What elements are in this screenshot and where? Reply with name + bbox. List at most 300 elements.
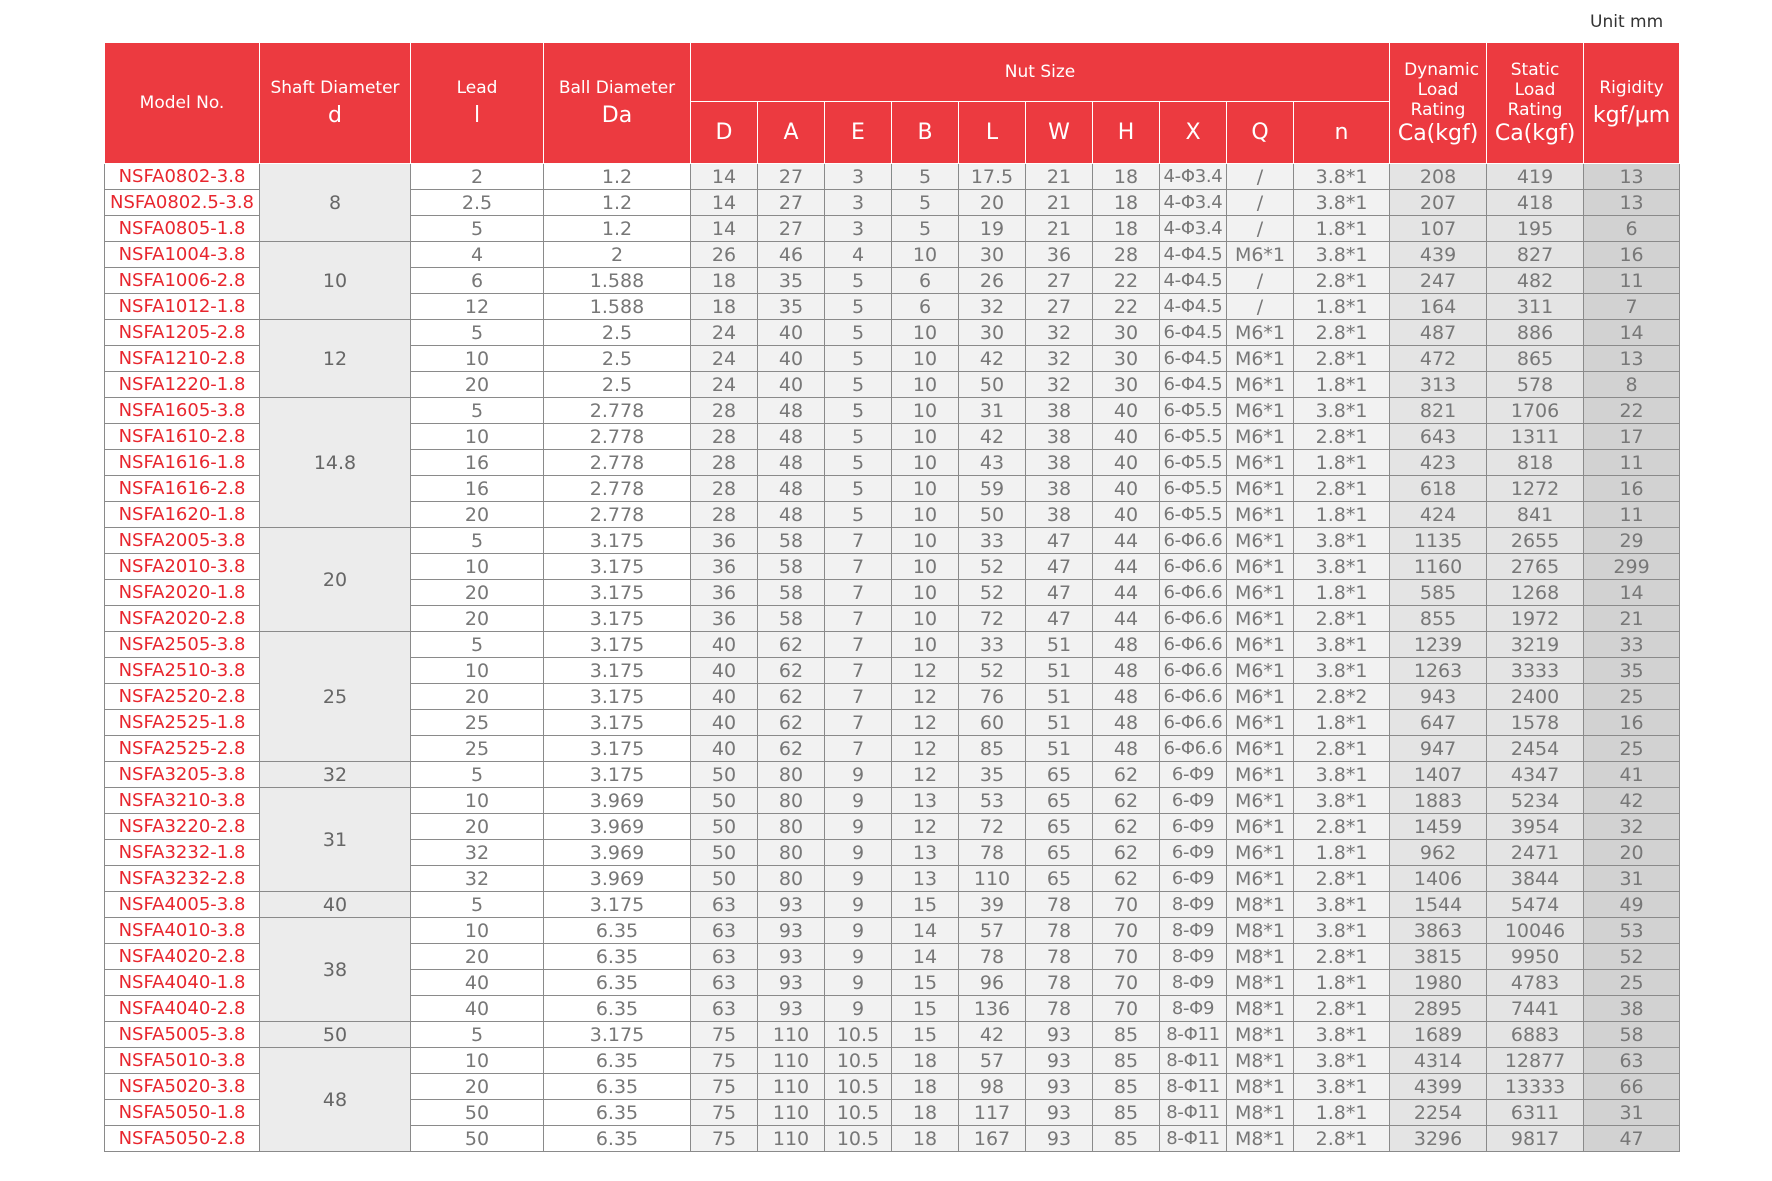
cell-static-load: 3333 (1487, 658, 1584, 684)
cell-model-number: NSFA5050-2.8 (105, 1126, 260, 1152)
cell-nut-h: 85 (1093, 1074, 1160, 1100)
cell-nut-n: 2.8*1 (1294, 424, 1390, 450)
cell-nut-d: 75 (691, 1048, 758, 1074)
cell-nut-l: 78 (959, 840, 1026, 866)
cell-model-number: NSFA1620-1.8 (105, 502, 260, 528)
cell-nut-e: 5 (825, 320, 892, 346)
cell-nut-a: 40 (758, 372, 825, 398)
cell-nut-h: 44 (1093, 580, 1160, 606)
cell-nut-a: 48 (758, 476, 825, 502)
cell-nut-w: 65 (1026, 762, 1093, 788)
cell-nut-h: 70 (1093, 944, 1160, 970)
cell-nut-d: 26 (691, 242, 758, 268)
cell-lead: 5 (411, 1022, 544, 1048)
cell-nut-n: 3.8*1 (1294, 658, 1390, 684)
cell-nut-x: 6-Φ9 (1160, 762, 1227, 788)
cell-rigidity: 7 (1584, 294, 1680, 320)
cell-nut-l: 52 (959, 554, 1026, 580)
cell-rigidity: 20 (1584, 840, 1680, 866)
cell-dynamic-load: 3863 (1390, 918, 1487, 944)
cell-ball-diameter: 2.778 (544, 424, 691, 450)
cell-nut-n: 3.8*1 (1294, 788, 1390, 814)
cell-lead: 5 (411, 320, 544, 346)
cell-rigidity: 21 (1584, 606, 1680, 632)
cell-nut-h: 48 (1093, 658, 1160, 684)
cell-nut-l: 30 (959, 242, 1026, 268)
cell-rigidity: 63 (1584, 1048, 1680, 1074)
cell-nut-n: 2.8*1 (1294, 736, 1390, 762)
cell-lead: 10 (411, 788, 544, 814)
cell-model-number: NSFA1205-2.8 (105, 320, 260, 346)
cell-nut-e: 9 (825, 918, 892, 944)
cell-nut-e: 7 (825, 684, 892, 710)
cell-nut-q: M8*1 (1227, 996, 1294, 1022)
cell-ball-diameter: 3.175 (544, 762, 691, 788)
cell-nut-n: 3.8*1 (1294, 242, 1390, 268)
cell-model-number: NSFA3210-3.8 (105, 788, 260, 814)
header-lead-label: Lead (456, 77, 498, 98)
cell-nut-e: 7 (825, 710, 892, 736)
cell-nut-q: M8*1 (1227, 944, 1294, 970)
cell-nut-x: 8-Φ11 (1160, 1074, 1227, 1100)
cell-model-number: NSFA3205-3.8 (105, 762, 260, 788)
cell-nut-b: 13 (892, 840, 959, 866)
cell-nut-d: 40 (691, 736, 758, 762)
cell-rigidity: 49 (1584, 892, 1680, 918)
cell-nut-h: 70 (1093, 970, 1160, 996)
cell-static-load: 4347 (1487, 762, 1584, 788)
cell-nut-h: 30 (1093, 346, 1160, 372)
cell-rigidity: 38 (1584, 996, 1680, 1022)
cell-rigidity: 16 (1584, 242, 1680, 268)
cell-nut-a: 48 (758, 450, 825, 476)
cell-ball-diameter: 2.778 (544, 502, 691, 528)
header-dynamic-load (1390, 43, 1487, 164)
cell-model-number: NSFA4020-2.8 (105, 944, 260, 970)
cell-dynamic-load: 1263 (1390, 658, 1487, 684)
cell-nut-d: 14 (691, 190, 758, 216)
cell-nut-a: 110 (758, 1074, 825, 1100)
cell-nut-a: 93 (758, 918, 825, 944)
cell-nut-x: 6-Φ6.6 (1160, 710, 1227, 736)
cell-nut-w: 21 (1026, 216, 1093, 242)
cell-nut-n: 3.8*1 (1294, 1074, 1390, 1100)
cell-nut-e: 10.5 (825, 1126, 892, 1152)
cell-nut-x: 6-Φ6.6 (1160, 554, 1227, 580)
cell-nut-a: 27 (758, 216, 825, 242)
cell-nut-w: 47 (1026, 580, 1093, 606)
cell-dynamic-load: 1406 (1390, 866, 1487, 892)
table-row (105, 528, 1680, 554)
cell-nut-e: 5 (825, 372, 892, 398)
cell-nut-b: 10 (892, 372, 959, 398)
cell-nut-l: 57 (959, 1048, 1026, 1074)
cell-rigidity: 11 (1584, 502, 1680, 528)
cell-nut-d: 24 (691, 372, 758, 398)
table-row (105, 164, 1680, 190)
cell-ball-diameter: 1.588 (544, 294, 691, 320)
cell-nut-a: 58 (758, 554, 825, 580)
cell-nut-n: 2.8*1 (1294, 606, 1390, 632)
cell-nut-e: 9 (825, 892, 892, 918)
cell-lead: 5 (411, 398, 544, 424)
cell-nut-n: 2.8*1 (1294, 476, 1390, 502)
cell-nut-w: 51 (1026, 658, 1093, 684)
cell-nut-e: 7 (825, 554, 892, 580)
cell-static-load: 2454 (1487, 736, 1584, 762)
cell-dynamic-load: 1980 (1390, 970, 1487, 996)
cell-nut-x: 6-Φ5.5 (1160, 450, 1227, 476)
cell-nut-q: M8*1 (1227, 1074, 1294, 1100)
cell-ball-diameter: 3.175 (544, 528, 691, 554)
cell-model-number: NSFA5020-3.8 (105, 1074, 260, 1100)
cell-nut-l: 35 (959, 762, 1026, 788)
cell-nut-w: 51 (1026, 632, 1093, 658)
cell-nut-e: 9 (825, 996, 892, 1022)
cell-static-load: 5234 (1487, 788, 1584, 814)
header-lead (411, 43, 544, 164)
cell-static-load: 1972 (1487, 606, 1584, 632)
cell-nut-b: 14 (892, 944, 959, 970)
cell-dynamic-load: 1883 (1390, 788, 1487, 814)
cell-ball-diameter: 2.5 (544, 372, 691, 398)
cell-nut-b: 5 (892, 190, 959, 216)
cell-nut-x: 8-Φ11 (1160, 1126, 1227, 1152)
cell-rigidity: 8 (1584, 372, 1680, 398)
cell-nut-e: 10.5 (825, 1048, 892, 1074)
cell-nut-d: 63 (691, 918, 758, 944)
cell-nut-a: 93 (758, 996, 825, 1022)
cell-lead: 20 (411, 944, 544, 970)
cell-nut-l: 30 (959, 320, 1026, 346)
cell-nut-b: 10 (892, 476, 959, 502)
cell-nut-q: M6*1 (1227, 840, 1294, 866)
cell-model-number: NSFA4040-1.8 (105, 970, 260, 996)
cell-dynamic-load: 943 (1390, 684, 1487, 710)
cell-ball-diameter: 3.175 (544, 710, 691, 736)
cell-rigidity: 22 (1584, 398, 1680, 424)
cell-nut-q: M6*1 (1227, 814, 1294, 840)
cell-rigidity: 6 (1584, 216, 1680, 242)
cell-nut-h: 22 (1093, 294, 1160, 320)
cell-nut-l: 50 (959, 502, 1026, 528)
cell-nut-w: 65 (1026, 866, 1093, 892)
cell-nut-a: 62 (758, 684, 825, 710)
cell-nut-q: M6*1 (1227, 710, 1294, 736)
table-row (105, 1022, 1680, 1048)
cell-model-number: NSFA1616-1.8 (105, 450, 260, 476)
cell-rigidity: 33 (1584, 632, 1680, 658)
cell-lead: 20 (411, 1074, 544, 1100)
cell-shaft-diameter: 50 (260, 1022, 411, 1048)
cell-dynamic-load: 3296 (1390, 1126, 1487, 1152)
cell-nut-b: 15 (892, 996, 959, 1022)
cell-nut-h: 44 (1093, 554, 1160, 580)
cell-nut-n: 3.8*1 (1294, 190, 1390, 216)
cell-dynamic-load: 4399 (1390, 1074, 1487, 1100)
cell-dynamic-load: 164 (1390, 294, 1487, 320)
cell-static-load: 5474 (1487, 892, 1584, 918)
cell-dynamic-load: 1544 (1390, 892, 1487, 918)
cell-nut-a: 110 (758, 1100, 825, 1126)
cell-nut-l: 33 (959, 632, 1026, 658)
header-static-load (1487, 43, 1584, 164)
header-nut-col: Q (1227, 102, 1294, 164)
cell-lead: 10 (411, 658, 544, 684)
cell-nut-a: 48 (758, 502, 825, 528)
cell-nut-q: M6*1 (1227, 346, 1294, 372)
cell-ball-diameter: 2.778 (544, 398, 691, 424)
cell-nut-h: 70 (1093, 996, 1160, 1022)
cell-model-number: NSFA4005-3.8 (105, 892, 260, 918)
cell-lead: 40 (411, 996, 544, 1022)
cell-nut-h: 48 (1093, 632, 1160, 658)
cell-nut-l: 117 (959, 1100, 1026, 1126)
cell-nut-w: 38 (1026, 398, 1093, 424)
cell-static-load: 482 (1487, 268, 1584, 294)
ball-screw-nut-spec-table (104, 42, 1680, 1152)
cell-nut-b: 10 (892, 632, 959, 658)
cell-nut-a: 40 (758, 320, 825, 346)
cell-dynamic-load: 1135 (1390, 528, 1487, 554)
cell-nut-e: 9 (825, 944, 892, 970)
cell-nut-e: 7 (825, 658, 892, 684)
cell-nut-e: 7 (825, 528, 892, 554)
cell-model-number: NSFA4040-2.8 (105, 996, 260, 1022)
cell-nut-h: 22 (1093, 268, 1160, 294)
cell-dynamic-load: 821 (1390, 398, 1487, 424)
cell-nut-x: 6-Φ9 (1160, 814, 1227, 840)
cell-static-load: 2400 (1487, 684, 1584, 710)
cell-nut-a: 93 (758, 892, 825, 918)
cell-nut-x: 6-Φ5.5 (1160, 398, 1227, 424)
table-row (105, 918, 1680, 944)
cell-nut-w: 93 (1026, 1126, 1093, 1152)
cell-dynamic-load: 947 (1390, 736, 1487, 762)
cell-nut-a: 62 (758, 736, 825, 762)
cell-model-number: NSFA0805-1.8 (105, 216, 260, 242)
cell-ball-diameter: 1.2 (544, 216, 691, 242)
cell-model-number: NSFA1220-1.8 (105, 372, 260, 398)
cell-nut-e: 5 (825, 346, 892, 372)
cell-model-number: NSFA1610-2.8 (105, 424, 260, 450)
cell-lead: 6 (411, 268, 544, 294)
cell-nut-a: 80 (758, 788, 825, 814)
cell-nut-b: 12 (892, 710, 959, 736)
cell-ball-diameter: 6.35 (544, 1100, 691, 1126)
cell-ball-diameter: 1.2 (544, 164, 691, 190)
cell-nut-d: 75 (691, 1022, 758, 1048)
cell-rigidity: 29 (1584, 528, 1680, 554)
cell-ball-diameter: 3.175 (544, 632, 691, 658)
cell-model-number: NSFA1012-1.8 (105, 294, 260, 320)
cell-lead: 10 (411, 424, 544, 450)
cell-nut-d: 75 (691, 1100, 758, 1126)
cell-nut-a: 27 (758, 190, 825, 216)
cell-nut-e: 9 (825, 762, 892, 788)
cell-rigidity: 41 (1584, 762, 1680, 788)
cell-dynamic-load: 2254 (1390, 1100, 1487, 1126)
cell-nut-d: 63 (691, 970, 758, 996)
cell-nut-x: 8-Φ11 (1160, 1100, 1227, 1126)
cell-nut-x: 8-Φ9 (1160, 892, 1227, 918)
cell-lead: 25 (411, 736, 544, 762)
cell-nut-x: 6-Φ5.5 (1160, 476, 1227, 502)
cell-nut-l: 32 (959, 294, 1026, 320)
cell-nut-l: 60 (959, 710, 1026, 736)
header-static-symbol: Ca(kgf) (1494, 121, 1576, 146)
cell-nut-n: 1.8*1 (1294, 450, 1390, 476)
cell-lead: 5 (411, 762, 544, 788)
cell-ball-diameter: 3.175 (544, 580, 691, 606)
cell-rigidity: 17 (1584, 424, 1680, 450)
cell-nut-w: 51 (1026, 684, 1093, 710)
cell-nut-l: 76 (959, 684, 1026, 710)
cell-model-number: NSFA5050-1.8 (105, 1100, 260, 1126)
cell-nut-h: 70 (1093, 892, 1160, 918)
cell-nut-w: 47 (1026, 528, 1093, 554)
cell-nut-n: 2.8*1 (1294, 320, 1390, 346)
cell-rigidity: 53 (1584, 918, 1680, 944)
cell-nut-w: 78 (1026, 996, 1093, 1022)
cell-nut-l: 17.5 (959, 164, 1026, 190)
cell-static-load: 6311 (1487, 1100, 1584, 1126)
cell-nut-d: 28 (691, 424, 758, 450)
cell-nut-h: 85 (1093, 1126, 1160, 1152)
cell-nut-e: 4 (825, 242, 892, 268)
cell-shaft-diameter: 12 (260, 320, 411, 398)
cell-nut-w: 21 (1026, 164, 1093, 190)
cell-nut-h: 18 (1093, 164, 1160, 190)
cell-nut-a: 93 (758, 944, 825, 970)
cell-rigidity: 11 (1584, 450, 1680, 476)
cell-nut-q: M6*1 (1227, 606, 1294, 632)
cell-nut-n: 2.8*1 (1294, 814, 1390, 840)
cell-nut-h: 62 (1093, 762, 1160, 788)
cell-ball-diameter: 6.35 (544, 918, 691, 944)
cell-nut-d: 36 (691, 554, 758, 580)
cell-nut-x: 6-Φ6.6 (1160, 632, 1227, 658)
table-body (105, 164, 1680, 1152)
cell-ball-diameter: 6.35 (544, 970, 691, 996)
cell-static-load: 4783 (1487, 970, 1584, 996)
cell-nut-l: 52 (959, 658, 1026, 684)
cell-nut-a: 80 (758, 814, 825, 840)
cell-nut-e: 7 (825, 736, 892, 762)
cell-nut-x: 6-Φ6.6 (1160, 528, 1227, 554)
cell-model-number: NSFA2510-3.8 (105, 658, 260, 684)
cell-nut-x: 6-Φ4.5 (1160, 372, 1227, 398)
cell-nut-x: 6-Φ9 (1160, 866, 1227, 892)
cell-dynamic-load: 647 (1390, 710, 1487, 736)
cell-model-number: NSFA4010-3.8 (105, 918, 260, 944)
cell-nut-b: 10 (892, 580, 959, 606)
cell-nut-b: 18 (892, 1126, 959, 1152)
cell-nut-n: 2.8*1 (1294, 996, 1390, 1022)
cell-nut-x: 6-Φ4.5 (1160, 320, 1227, 346)
cell-nut-d: 18 (691, 268, 758, 294)
cell-shaft-diameter: 8 (260, 164, 411, 242)
cell-rigidity: 13 (1584, 190, 1680, 216)
cell-dynamic-load: 247 (1390, 268, 1487, 294)
cell-model-number: NSFA5005-3.8 (105, 1022, 260, 1048)
header-nut-size: Nut Size (691, 43, 1390, 102)
cell-static-load: 3954 (1487, 814, 1584, 840)
cell-nut-e: 9 (825, 814, 892, 840)
cell-nut-e: 10.5 (825, 1022, 892, 1048)
cell-nut-h: 40 (1093, 502, 1160, 528)
table-row (105, 1048, 1680, 1074)
cell-nut-a: 35 (758, 268, 825, 294)
cell-nut-e: 3 (825, 164, 892, 190)
cell-nut-x: 4-Φ3.4 (1160, 216, 1227, 242)
cell-nut-b: 10 (892, 554, 959, 580)
cell-nut-n: 1.8*1 (1294, 216, 1390, 242)
cell-nut-h: 62 (1093, 866, 1160, 892)
table-row (105, 398, 1680, 424)
cell-nut-q: / (1227, 216, 1294, 242)
header-ball-diameter (544, 43, 691, 164)
cell-nut-n: 1.8*1 (1294, 372, 1390, 398)
cell-nut-b: 12 (892, 814, 959, 840)
cell-nut-l: 26 (959, 268, 1026, 294)
cell-nut-h: 85 (1093, 1022, 1160, 1048)
cell-rigidity: 16 (1584, 710, 1680, 736)
cell-nut-x: 4-Φ3.4 (1160, 164, 1227, 190)
cell-nut-w: 21 (1026, 190, 1093, 216)
cell-nut-x: 8-Φ11 (1160, 1022, 1227, 1048)
header-nut-col: E (825, 102, 892, 164)
cell-static-load: 886 (1487, 320, 1584, 346)
header-ball-symbol: Da (601, 102, 633, 128)
cell-nut-a: 93 (758, 970, 825, 996)
cell-nut-b: 6 (892, 294, 959, 320)
cell-ball-diameter: 2.5 (544, 320, 691, 346)
cell-nut-d: 40 (691, 632, 758, 658)
cell-nut-d: 28 (691, 450, 758, 476)
header-model-label: Model No. (139, 92, 225, 113)
cell-nut-l: 42 (959, 1022, 1026, 1048)
cell-nut-h: 18 (1093, 216, 1160, 242)
cell-ball-diameter: 3.175 (544, 892, 691, 918)
cell-lead: 32 (411, 866, 544, 892)
cell-nut-q: M6*1 (1227, 788, 1294, 814)
cell-nut-b: 10 (892, 320, 959, 346)
cell-nut-w: 38 (1026, 476, 1093, 502)
cell-nut-d: 50 (691, 814, 758, 840)
cell-nut-l: 72 (959, 606, 1026, 632)
cell-nut-l: 43 (959, 450, 1026, 476)
cell-nut-x: 4-Φ4.5 (1160, 268, 1227, 294)
cell-nut-d: 24 (691, 320, 758, 346)
cell-model-number: NSFA1004-3.8 (105, 242, 260, 268)
cell-dynamic-load: 1459 (1390, 814, 1487, 840)
cell-nut-q: M8*1 (1227, 918, 1294, 944)
cell-static-load: 827 (1487, 242, 1584, 268)
cell-nut-b: 13 (892, 788, 959, 814)
cell-nut-h: 85 (1093, 1100, 1160, 1126)
cell-nut-e: 9 (825, 840, 892, 866)
cell-nut-q: / (1227, 164, 1294, 190)
table-row (105, 242, 1680, 268)
cell-static-load: 1268 (1487, 580, 1584, 606)
cell-nut-x: 8-Φ9 (1160, 996, 1227, 1022)
cell-nut-q: M6*1 (1227, 528, 1294, 554)
cell-nut-q: M6*1 (1227, 424, 1294, 450)
cell-lead: 5 (411, 216, 544, 242)
cell-nut-x: 4-Φ4.5 (1160, 242, 1227, 268)
cell-nut-w: 78 (1026, 970, 1093, 996)
